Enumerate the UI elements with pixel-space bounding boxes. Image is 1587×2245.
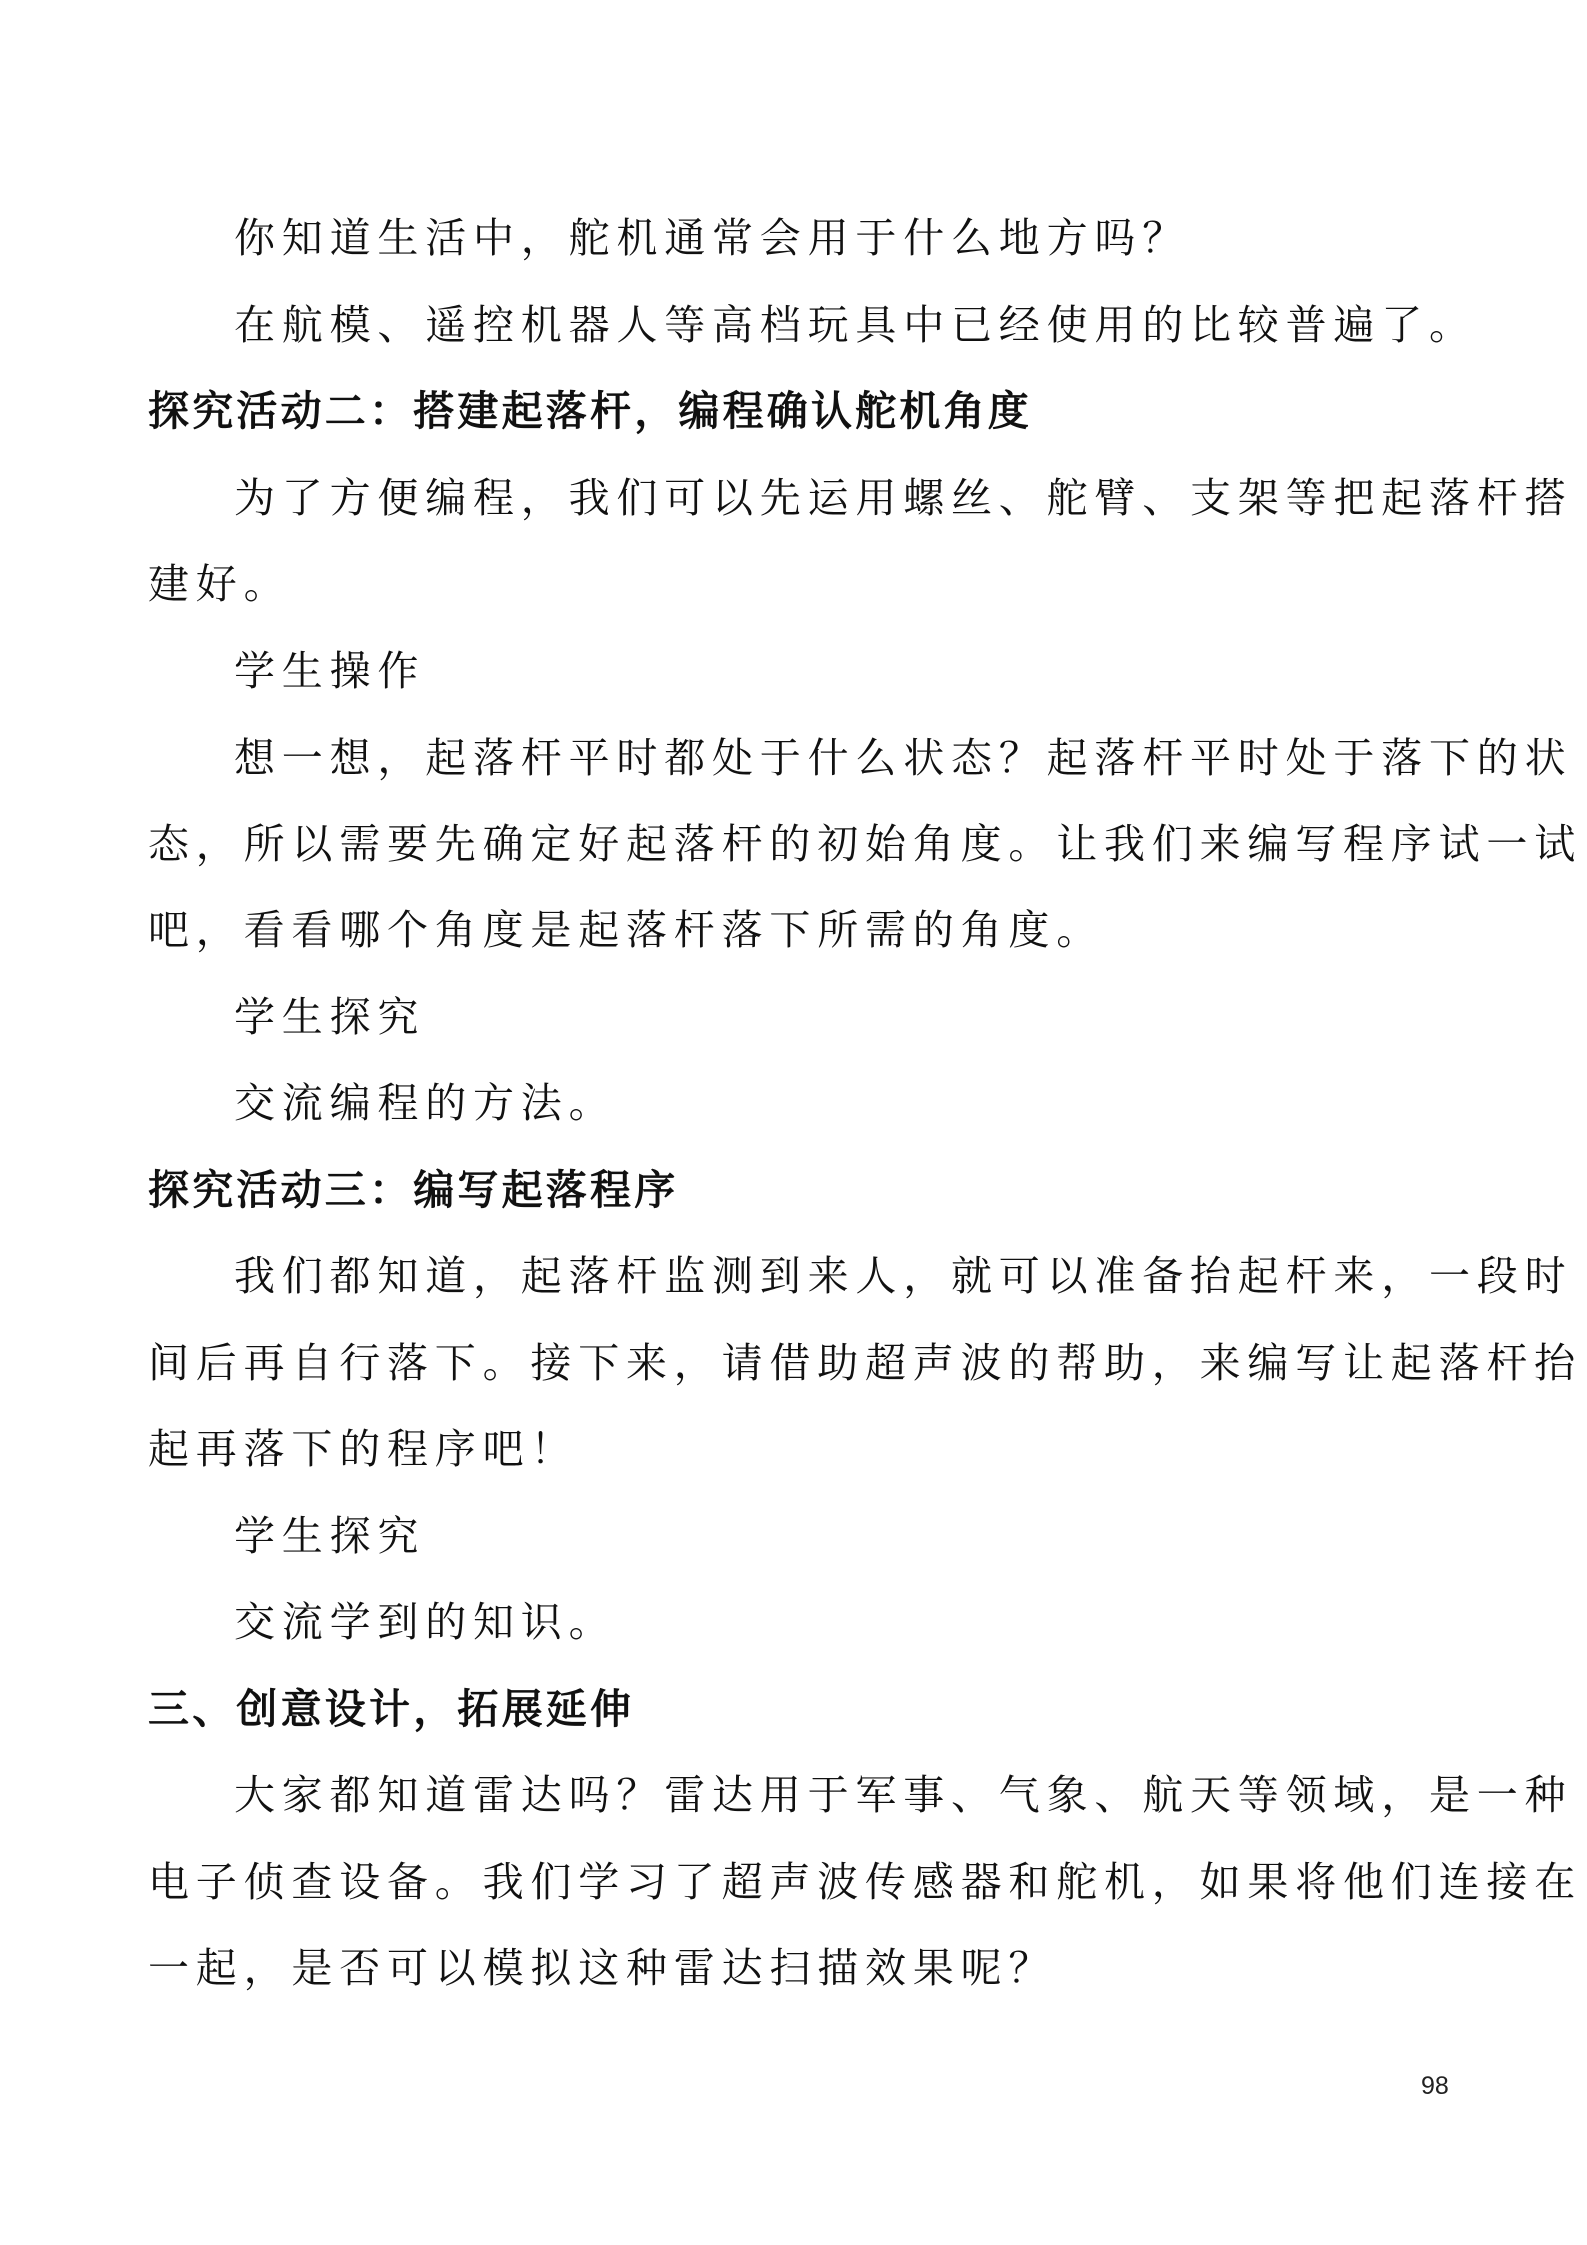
- section-heading: 三、创意设计，拓展延伸: [148, 1685, 635, 1733]
- paragraph-line: 交流编程的方法。: [234, 1079, 617, 1127]
- section-heading: 探究活动二：搭建起落杆，编程确认舵机角度: [148, 387, 1032, 435]
- paragraph-line: 建好。: [148, 560, 292, 608]
- paragraph-line: 我们都知道，起落杆监测到来人，就可以准备抬起杆来，一段时: [234, 1252, 1573, 1300]
- paragraph-line: 在航模、遥控机器人等高档玩具中已经使用的比较普遍了。: [234, 301, 1477, 349]
- paragraph-line: 学生探究: [234, 1512, 426, 1560]
- paragraph-line: 电子侦查设备。我们学习了超声波传感器和舵机，如果将他们连接在: [148, 1858, 1582, 1906]
- paragraph-line: 你知道生活中，舵机通常会用于什么地方吗？: [234, 214, 1190, 262]
- paragraph-line: 学生操作: [234, 647, 426, 695]
- paragraph-line: 一起，是否可以模拟这种雷达扫描效果呢？: [148, 1944, 1057, 1992]
- paragraph-line: 吧，看看哪个角度是起落杆落下所需的角度。: [148, 906, 1104, 954]
- paragraph-line: 学生探究: [234, 993, 426, 1041]
- paragraph-line: 交流学到的知识。: [234, 1598, 617, 1646]
- paragraph-line: 起再落下的程序吧！: [148, 1425, 579, 1473]
- paragraph-line: 为了方便编程，我们可以先运用螺丝、舵臂、支架等把起落杆搭: [234, 474, 1573, 522]
- paragraph-line: 态，所以需要先确定好起落杆的初始角度。让我们来编写程序试一试: [148, 820, 1582, 868]
- paragraph-line: 大家都知道雷达吗？雷达用于军事、气象、航天等领域，是一种: [234, 1771, 1573, 1819]
- page-number: 98: [1421, 2072, 1449, 2100]
- paragraph-line: 想一想，起落杆平时都处于什么状态？起落杆平时处于落下的状: [234, 734, 1573, 782]
- paragraph-line: 间后再自行落下。接下来，请借助超声波的帮助，来编写让起落杆抬: [148, 1339, 1582, 1387]
- section-heading: 探究活动三：编写起落程序: [148, 1166, 679, 1214]
